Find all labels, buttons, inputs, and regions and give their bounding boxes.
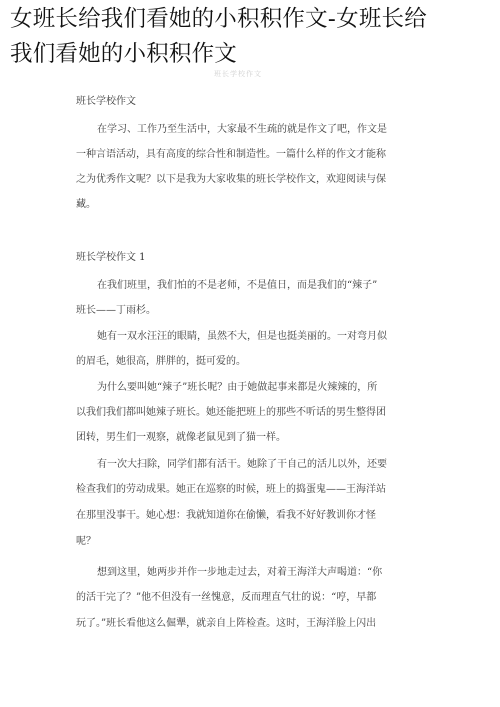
paragraph-line: 有一次大扫除，同学们都有活干。她除了干自己的活儿以外，还要 — [97, 459, 387, 470]
paragraph-line: 以我们我们都叫她辣子班长。她还能把班上的那些不听话的男生整得团 — [76, 407, 386, 418]
section-title: 班长学校作文 1 — [76, 252, 146, 263]
paragraph-line: 她有一双水汪汪的眼睛，虽然不大，但是也挺美丽的。一对弯月似 — [97, 331, 387, 342]
paragraph-line: 的活干完了？”他不但没有一丝愧意，反而理直气壮的说：“哼，早都 — [76, 592, 377, 603]
paragraph-line: 班长——丁雨杉。 — [76, 305, 156, 316]
paragraph-line: 团转，男生们一观察，就像老鼠见到了猫一样。 — [76, 432, 286, 443]
watermark-text: 班长学校作文 — [214, 70, 262, 78]
page-title-line-2: 我们看她的小积积作文 — [10, 41, 238, 67]
paragraph-line: 在那里没事干。她心想：我就知道你在偷懒，看我不好好教训你才怪 — [76, 510, 376, 521]
page-title — [10, 2, 498, 72]
paragraph-line: 为什么要叫她“辣子”班长呢？由于她做起事来都是火辣辣的，所 — [97, 382, 378, 393]
page-title-line-1: 女班长给我们看她的小积积作文-女班长给 — [10, 6, 427, 32]
paragraph-line: 想到这里，她两步并作一步地走过去，对着王海洋大声喝道：“你 — [97, 567, 383, 578]
paragraph-line: 检查我们的劳动成果。她正在巡察的时候，班上的捣蛋鬼——王海洋站 — [76, 484, 386, 495]
intro-line: 之为优秀作文呢？以下是我为大家收集的班长学校作文，欢迎阅读与保 — [76, 174, 386, 185]
paragraph-line: 呢？ — [76, 536, 96, 547]
paragraph-line: 的眉毛，她很高，胖胖的，挺可爱的。 — [76, 356, 246, 367]
paragraph-line: 在我们班里，我们怕的不是老师，不是值日，而是我们的“辣子” — [97, 280, 378, 291]
intro-line: 一种言语活动，具有高度的综合性和制造性。一篇什么样的作文才能称 — [76, 149, 386, 160]
paragraph-line: 玩了。”班长看他这么倔犟，就亲自上阵检查。这时，王海洋脸上闪出 — [76, 618, 377, 629]
document-title: 班长学校作文 — [76, 96, 136, 107]
intro-line: 在学习、工作乃至生活中，大家最不生疏的就是作文了吧，作文是 — [97, 124, 387, 135]
intro-line: 藏。 — [76, 199, 96, 210]
